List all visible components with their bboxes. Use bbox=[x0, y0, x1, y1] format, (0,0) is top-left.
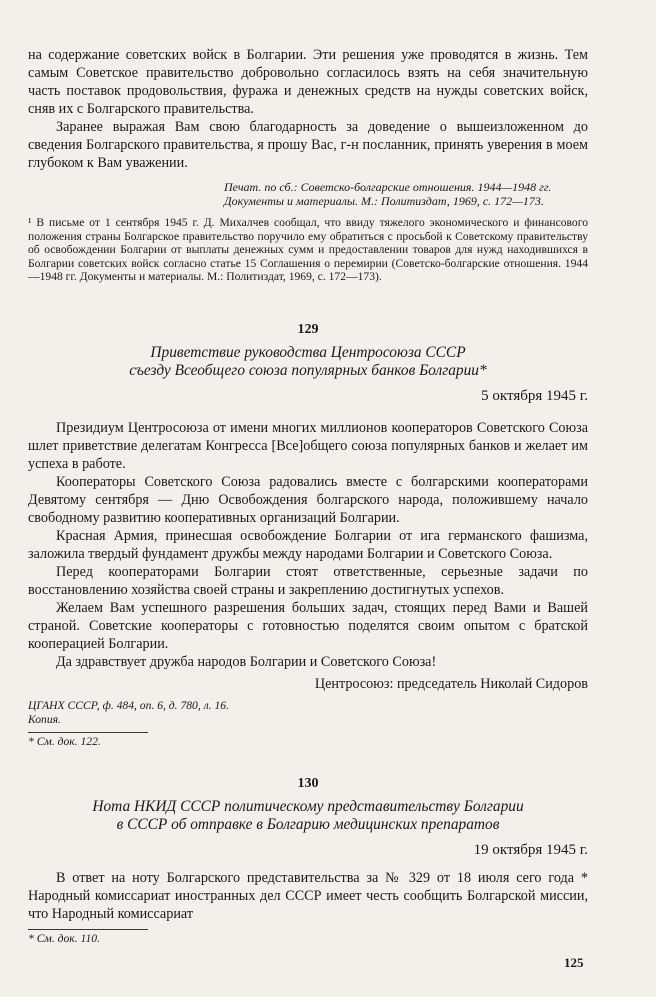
top-block bbox=[28, 46, 588, 284]
document-date: 5 октября 1945 г. bbox=[481, 388, 588, 404]
source-line-1: Печат. по сб.: Советско-болгарские отношения. 1944—1948 гг. bbox=[224, 180, 552, 194]
document-130 bbox=[28, 776, 588, 946]
document-number: 129 bbox=[297, 322, 319, 337]
document-date: 19 октября 1945 г. bbox=[473, 842, 588, 858]
body-paragraph: Да здравствует дружба народов Болгарии и Советского Союза! bbox=[56, 654, 437, 670]
footnote-rule bbox=[28, 929, 148, 930]
body-paragraph: Перед кооператорами Болгарии стоят ответственные, серьезные задачи по восстановлению хозяйства своей страны и закреплению достигнутых успехов. bbox=[28, 564, 588, 598]
document-title-line-1: Приветствие руководства Центросоюза СССР bbox=[150, 344, 466, 361]
document-number: 130 bbox=[297, 776, 319, 791]
body-paragraph: Кооператоры Советского Союза радовались вместе с болгарскими кооператорами Девятому сентября — Дню Освобождения болгарского народа, положившему начало свободному развитию кооперативных организаций Болгарии. bbox=[28, 474, 588, 526]
document-title-line-1: Нота НКИД СССР политическому представительству Болгарии bbox=[92, 798, 524, 815]
page-number: 125 bbox=[564, 955, 584, 970]
body-paragraph: Президиум Центросоюза от имени многих миллионов кооператоров Советского Союза шлет приветствие делегатам Конгресса [Все]общего союза популярных банков и желает им успеха в работе. bbox=[28, 420, 588, 472]
signature: Центросоюз: председатель Николай Сидоров bbox=[314, 676, 588, 692]
body-paragraph: Желаем Вам успешного разрешения больших задач, стоящих перед Вами и Вашей страной. Советские кооператоры с готовностью поделятся своим опытом с братской кооперацией Болгарии. bbox=[28, 600, 588, 652]
body-paragraph: В ответ на ноту Болгарского представительства за № 329 от 18 июля сего года * Народный комиссариат иностранных дел СССР имеет честь сообщить Болгарской миссии, что Народный комиссариат bbox=[28, 870, 588, 922]
closing-paragraph: Заранее выражая Вам свою благодарность за доведение о вышеизложенном до сведения Болгарского правительства, я прошу Вас, г-н посланник, принять уверения в моем глубоком к Вам уважении. bbox=[28, 119, 588, 171]
footnote: * См. док. 110. bbox=[28, 932, 100, 945]
footnote-rule bbox=[28, 732, 148, 733]
document-title-line-2: в СССР об отправке в Болгарию медицинских препаратов bbox=[116, 816, 500, 833]
continuation-paragraph: на содержание советских войск в Болгарии. Эти решения уже проводятся в жизнь. Тем самым Советское правительство добровольно согласилось взять на себя значительную часть поставок продовольствия, фуража и денежных средств на нужды советских войск, сняв их с Болгарского правительства. bbox=[28, 47, 588, 117]
document-129 bbox=[28, 322, 588, 749]
footnote-1: ¹ В письме от 1 сентября 1945 г. Д. Михалчев сообщал, что ввиду тяжелого экономического и финансового положения страны Болгарское правительство поручило ему обратиться с просьбой к Советскому правительству об освобождении Болгарии от выплаты денежных сумм и предоставлении товаров для нужд находившихся в Болгарии советских войск согласно статье 15 Соглашения о перемирии (Советско-болгарские отношения. 1944—1948 гг. Документы и материалы. М.: Политиздат, 1969, с. 172—173). bbox=[28, 216, 588, 284]
body-paragraph: Красная Армия, принесшая освобождение Болгарии от ига германского фашизма, заложила твердый фундамент дружбы между народами Болгарии и Советского Союза. bbox=[28, 528, 588, 562]
archive-copy-note: Копия. bbox=[28, 712, 61, 726]
document-title-line-2: съезду Всеобщего союза популярных банков Болгарии* bbox=[129, 362, 487, 379]
footnote: * См. док. 122. bbox=[28, 735, 101, 748]
archive-reference: ЦГАНХ СССР, ф. 484, оп. 6, д. 780, л. 16. bbox=[28, 699, 229, 712]
source-line-2: Документы и материалы. М.: Политиздат, 1969, с. 172—173. bbox=[224, 194, 544, 208]
